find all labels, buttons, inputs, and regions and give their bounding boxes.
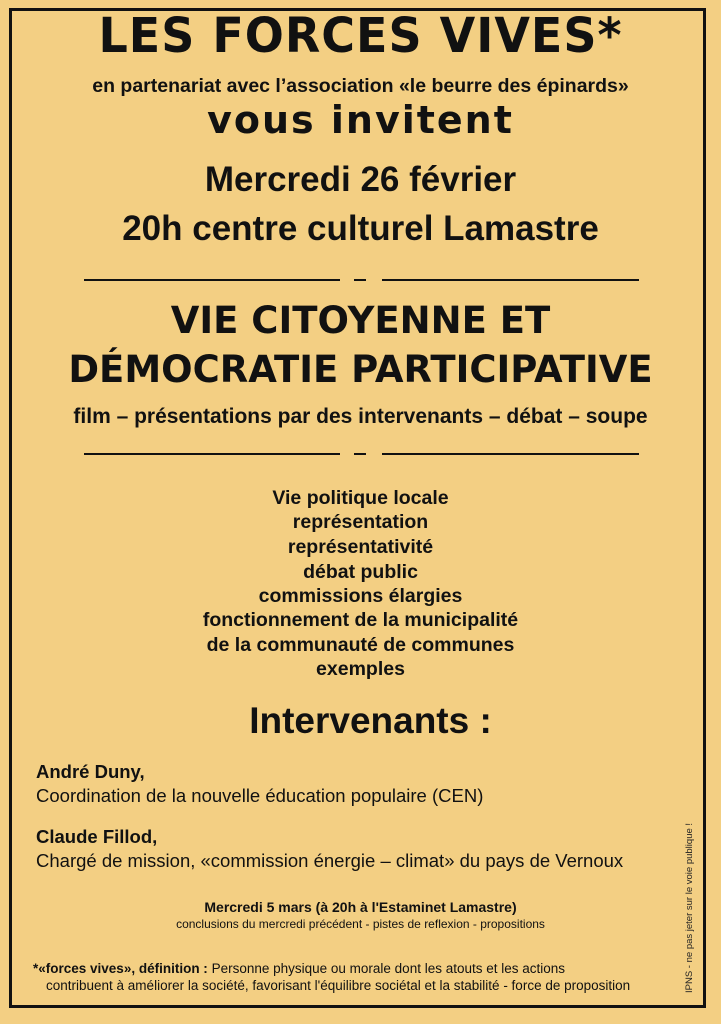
topic-item: commissions élargies — [258, 585, 463, 607]
definition-line1 — [33, 961, 565, 976]
theme-title-line1: VIE CITOYENNE ET — [170, 299, 551, 342]
program-subtitle: film – présentations par des intervenants – débat – soupe — [73, 405, 648, 428]
speaker-role: Coordination de la nouvelle éducation populaire (CEN) — [36, 785, 484, 806]
speaker-name: Claude Fillod, — [36, 826, 158, 847]
invite-line: vous invitent — [207, 98, 514, 142]
topic-item: représentation — [292, 511, 429, 533]
topic-item: de la communauté de communes — [206, 634, 515, 656]
topic-item: Vie politique locale — [272, 487, 449, 509]
event-place: 20h centre culturel Lamastre — [122, 209, 599, 248]
ipns-side-note: IPNS - ne pas jeter sur le voie publique ! — [684, 822, 695, 993]
definition-text: Personne physique ou morale dont les atouts et les actions — [207, 961, 566, 976]
speaker-role: Chargé de mission, «commission énergie – climat» du pays de Vernoux — [36, 850, 624, 871]
topic-item: fonctionnement de la municipalité — [202, 609, 519, 631]
next-meeting-date: Mercredi 5 mars (à 20h à l'Estaminet Lamastre) — [204, 899, 517, 915]
topic-item: débat public — [303, 561, 418, 583]
topic-item: exemples — [316, 658, 405, 680]
poster-title: LES FORCES VIVES* — [98, 6, 623, 64]
separator-line — [84, 279, 340, 281]
theme-title-line2: DÉMOCRATIE PARTICIPATIVE — [68, 348, 653, 391]
separator-dash — [354, 279, 366, 281]
separator-dash — [354, 453, 366, 455]
speakers-heading: Intervenants : — [249, 700, 492, 741]
partner-line: en partenariat avec l’association «le beurre des épinards» — [92, 75, 629, 97]
definition-line2: contribuent à améliorer la société, favorisant l'équilibre sociétal et la stabilité - force de proposition — [46, 978, 631, 993]
definition-term: *«forces vives», définition : — [33, 961, 208, 976]
event-date: Mercredi 26 février — [204, 160, 517, 199]
separator-line — [382, 453, 639, 455]
separator-line — [84, 453, 340, 455]
speaker-name: André Duny, — [36, 761, 145, 782]
topic-item: représentativité — [287, 536, 434, 558]
separator-line — [382, 279, 639, 281]
next-meeting-agenda: conclusions du mercredi précédent - pistes de reflexion - propositions — [176, 917, 545, 931]
